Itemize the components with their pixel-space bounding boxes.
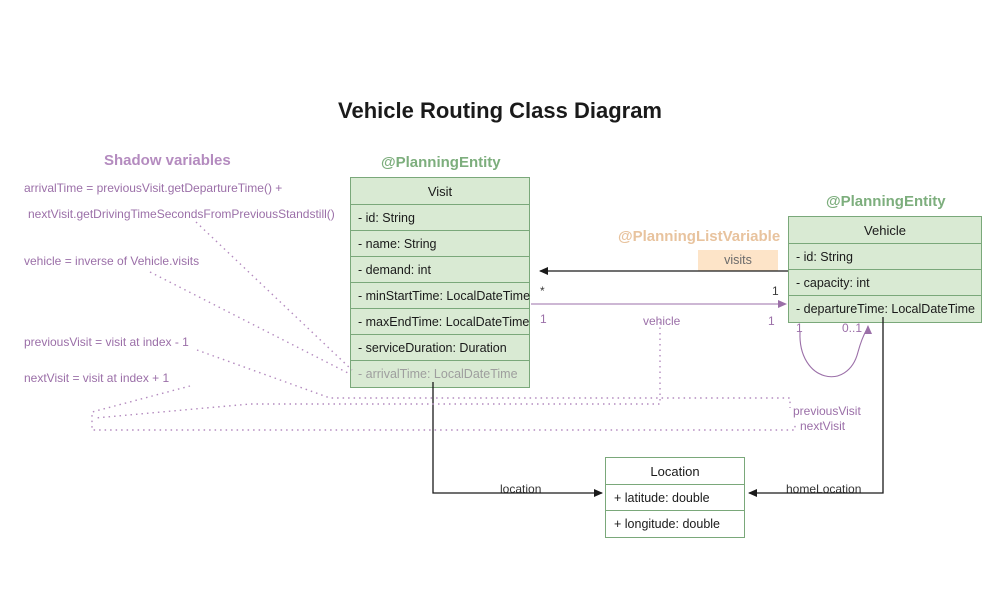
attribute-row: - serviceDuration: Duration	[351, 335, 529, 361]
visits-badge: visits	[698, 250, 778, 271]
planning-entity-visit-label: @PlanningEntity	[381, 154, 501, 171]
attribute-row: - departureTime: LocalDateTime	[796, 302, 976, 316]
attribute-row-shadow: - arrivalTime: LocalDateTime	[358, 367, 518, 381]
edge-label-previous-visit: previousVisit	[793, 404, 861, 418]
attribute-row: - demand: int	[351, 257, 529, 283]
multiplicity-vehicle-one: 1	[772, 284, 779, 298]
multiplicity-visit-vehicle-one: 1	[540, 312, 547, 326]
note-arrival-time-line2: nextVisit.getDrivingTimeSecondsFromPreviousStandstill()	[28, 207, 335, 221]
class-name-visit: Visit	[351, 178, 529, 205]
attribute-row: + latitude: double	[606, 485, 744, 511]
attribute-row: - minStartTime: LocalDateTime	[351, 283, 529, 309]
class-box-visit	[350, 177, 530, 388]
attribute-row: - id: String	[351, 205, 529, 231]
note-next-visit: nextVisit = visit at index + 1	[24, 371, 170, 385]
multiplicity-vehicle-side-one: 1	[768, 314, 775, 328]
page-title: Vehicle Routing Class Diagram	[338, 98, 662, 123]
shadow-variables-title: Shadow variables	[104, 152, 231, 169]
class-box-location	[605, 457, 745, 538]
note-arrival-time-line1: arrivalTime = previousVisit.getDepartureTime() +	[24, 181, 283, 195]
planning-entity-vehicle-label: @PlanningEntity	[826, 193, 946, 210]
note-vehicle-inverse: vehicle = inverse of Vehicle.visits	[24, 254, 200, 268]
attribute-row: - capacity: int	[789, 270, 981, 296]
class-name-vehicle: Vehicle	[789, 217, 981, 244]
edge-label-location: location	[500, 482, 542, 496]
edge-label-next-visit: nextVisit	[800, 419, 846, 433]
edge-label-vehicle: vehicle	[643, 314, 681, 328]
attribute-row: - id: String	[789, 244, 981, 270]
attribute-row: + longitude: double	[606, 511, 744, 537]
attribute-row: - name: String	[351, 231, 529, 257]
class-box-vehicle	[788, 216, 982, 323]
multiplicity-previous-visit: 1	[796, 321, 803, 335]
multiplicity-visit-star: *	[540, 284, 545, 298]
note-previous-visit: previousVisit = visit at index - 1	[24, 335, 189, 349]
class-name-location: Location	[606, 458, 744, 485]
attribute-row: - maxEndTime: LocalDateTime	[351, 309, 529, 335]
planning-list-variable-label: @PlanningListVariable	[618, 228, 781, 245]
edge-label-home-location: homeLocation	[786, 482, 862, 496]
multiplicity-next-visit: 0..1	[842, 321, 863, 335]
